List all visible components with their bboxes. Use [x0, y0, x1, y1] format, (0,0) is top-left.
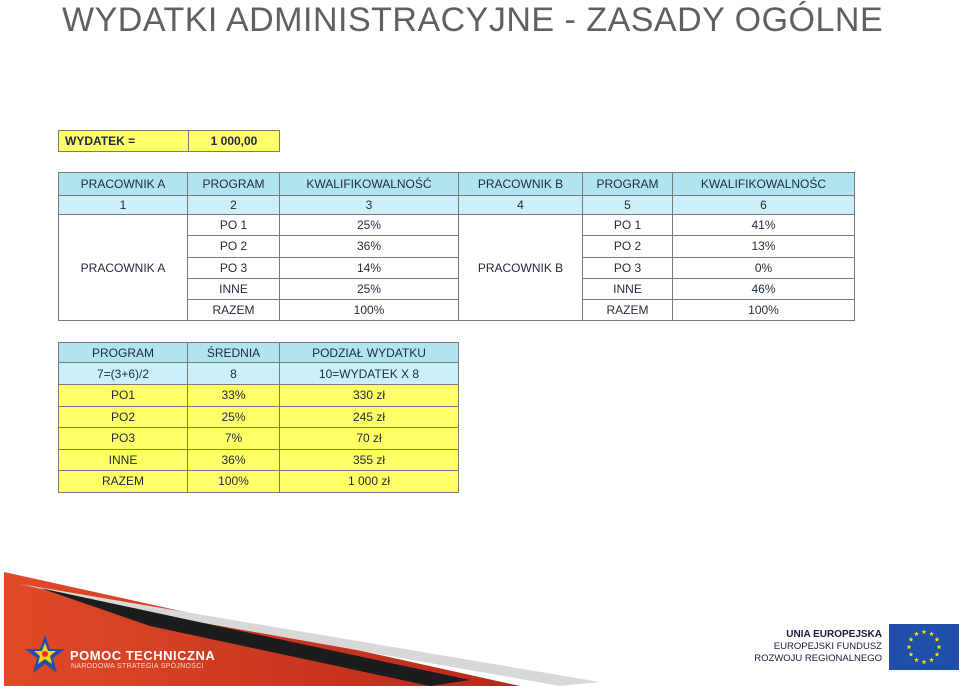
- header-cell: PODZIAŁ WYDATKU: [280, 343, 459, 363]
- program-cell: INNE: [59, 449, 188, 471]
- program-cell: INNE: [583, 278, 673, 299]
- table-row: [59, 428, 459, 450]
- program-cell: PO1: [59, 385, 188, 407]
- qualification-cell: 25%: [280, 215, 459, 236]
- expense-value: 1 000,00: [189, 131, 280, 152]
- qualification-cell: 25%: [280, 278, 459, 299]
- eu-flag-icon: [889, 624, 959, 670]
- eu-line-2: EUROPEJSKI FUNDUSZ: [773, 641, 882, 652]
- header-cell: PROGRAM: [59, 343, 188, 363]
- program-cell: PO 2: [583, 236, 673, 257]
- worker-b-cell: PRACOWNIK B: [459, 215, 583, 321]
- expense-row: [59, 131, 280, 152]
- qualification-cell: 100%: [280, 300, 459, 321]
- qualification-cell: 13%: [673, 236, 855, 257]
- qualification-cell: 14%: [280, 257, 459, 278]
- header-cell: PROGRAM: [188, 173, 280, 196]
- number-cell: 4: [459, 196, 583, 215]
- qualification-cell: 100%: [673, 300, 855, 321]
- split-cell: 70 zł: [280, 428, 459, 450]
- formula-cell: 10=WYDATEK X 8: [280, 363, 459, 385]
- program-cell: PO 1: [583, 215, 673, 236]
- header-cell: KWALIFIKOWALNOŚC: [673, 173, 855, 196]
- header-cell: PROGRAM: [583, 173, 673, 196]
- table-row: [59, 385, 459, 407]
- program-cell: PO 2: [188, 236, 280, 257]
- split-cell: 330 zł: [280, 385, 459, 407]
- program-cell: PO 1: [188, 215, 280, 236]
- eu-line-3: ROZWOJU REGIONALNEGO: [754, 653, 882, 664]
- header-cell: KWALIFIKOWALNOŚĆ: [280, 173, 459, 196]
- program-cell: RAZEM: [583, 300, 673, 321]
- program-cell: PO 3: [583, 257, 673, 278]
- eu-text-block: [754, 628, 882, 665]
- expense-label: WYDATEK =: [59, 131, 189, 152]
- table-row: [59, 471, 459, 493]
- number-cell: 5: [583, 196, 673, 215]
- number-cell: 6: [673, 196, 855, 215]
- slide-title: WYDATKI ADMINISTRACYJNE - ZASADY OGÓLNE: [62, 1, 884, 39]
- number-cell: 1: [59, 196, 188, 215]
- average-cell: 33%: [188, 385, 280, 407]
- worker-header-row: [59, 173, 855, 196]
- header-cell: PRACOWNIK B: [459, 173, 583, 196]
- program-header-row: [59, 343, 459, 363]
- formula-cell: 7=(3+6)/2: [59, 363, 188, 385]
- worker-a-cell: PRACOWNIK A: [59, 215, 188, 321]
- program-cell: PO 3: [188, 257, 280, 278]
- qualification-cell: 36%: [280, 236, 459, 257]
- qualification-cell: 41%: [673, 215, 855, 236]
- pomoc-techniczna-label: POMOC TECHNICZNA: [70, 648, 216, 663]
- program-cell: RAZEM: [188, 300, 280, 321]
- worker-table: [58, 172, 855, 321]
- formula-cell: 8: [188, 363, 280, 385]
- average-cell: 7%: [188, 428, 280, 450]
- program-table: [58, 342, 459, 493]
- program-cell: PO3: [59, 428, 188, 450]
- program-formula-row: [59, 363, 459, 385]
- table-row: [59, 406, 459, 428]
- average-cell: 100%: [188, 471, 280, 493]
- qualification-cell: 46%: [673, 278, 855, 299]
- split-cell: 1 000 zł: [280, 471, 459, 493]
- strategy-label: NARODOWA STRATEGIA SPÓJNOŚCI: [71, 663, 204, 670]
- average-cell: 25%: [188, 406, 280, 428]
- program-cell: INNE: [188, 278, 280, 299]
- header-cell: PRACOWNIK A: [59, 173, 188, 196]
- table-row: [59, 449, 459, 471]
- expense-table: [58, 130, 280, 152]
- qualification-cell: 0%: [673, 257, 855, 278]
- worker-number-row: [59, 196, 855, 215]
- program-cell: RAZEM: [59, 471, 188, 493]
- eu-line-1: UNIA EUROPEJSKA: [786, 629, 882, 640]
- split-cell: 245 zł: [280, 406, 459, 428]
- split-cell: 355 zł: [280, 449, 459, 471]
- header-cell: ŚREDNIA: [188, 343, 280, 363]
- table-row: [59, 215, 855, 236]
- pomoc-techniczna-logo-icon: [23, 633, 67, 677]
- number-cell: 2: [188, 196, 280, 215]
- number-cell: 3: [280, 196, 459, 215]
- program-cell: PO2: [59, 406, 188, 428]
- average-cell: 36%: [188, 449, 280, 471]
